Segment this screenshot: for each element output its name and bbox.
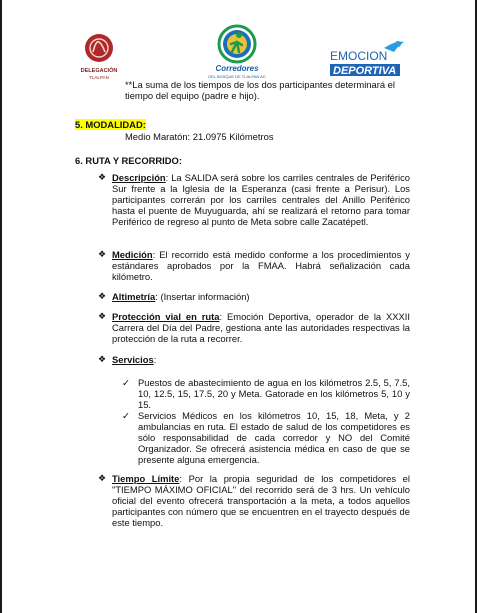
item-altimetria: ❖ Altimetría: (Insertar información) xyxy=(98,291,250,302)
svg-text:DELEGACIÓN: DELEGACIÓN xyxy=(80,68,118,74)
delegacion-tlalpan-logo xyxy=(74,30,124,86)
svg-text:DEL BOSQUE DE TLALPAN AC: DEL BOSQUE DE TLALPAN AC xyxy=(208,74,266,79)
item-descripcion: ❖ Descripción: La SALIDA será sobre los carriles centrales de Periférico Sur frente a la Iglesia de la Esperanza (casi frente a Perisur). Los participantes correrán por los carriles centrales del Anillo Periférico hasta el puente de Muyuguarda, ahí se realizará el retorno para tomar Periférico de regreso al punto de Meta sobre calle Zacatépetl. xyxy=(98,172,410,227)
item-medicion: ❖ Medición: El recorrido está medido conforme a los procedimientos y estándares aprobados por la FMAA. Habrá señalización cada kilómetro. xyxy=(98,249,410,282)
svg-text:TLALPAN: TLALPAN xyxy=(89,75,109,80)
bullet-icon: ❖ xyxy=(98,172,107,182)
section-5-title: 5. MODALIDAD: xyxy=(75,119,146,130)
bullet-icon: ❖ xyxy=(98,473,107,483)
emocion-deportiva-logo xyxy=(324,38,408,82)
bullet-icon: ❖ xyxy=(98,249,107,259)
svg-text:EMOCION: EMOCION xyxy=(330,49,388,63)
item-servicios: ❖ Servicios: xyxy=(98,354,157,365)
bullet-icon: ❖ xyxy=(98,311,107,321)
modality-text: Medio Maratón: 21.0975 Kilómetros xyxy=(125,131,274,142)
corredores-logo xyxy=(198,24,276,82)
item-proteccion-vial: ❖ Protección vial en ruta: Emoción Deportiva, operador de la XXXII Carrera del Día del Padre, gestiona ante las autoridades respectivas la protección de la ruta a recorrer. xyxy=(98,311,410,344)
bullet-icon: ❖ xyxy=(98,291,107,301)
service-water-stations: ✓ Puestos de abastecimiento de agua en los kilómetros 2.5, 5, 7.5, 10, 12.5, 15, 17.5, 20 y Meta. Gatorade en los kilómetros 5, 10 y 15. xyxy=(122,377,410,410)
check-icon: ✓ xyxy=(122,377,130,388)
section-6-title: 6. RUTA Y RECORRIDO: xyxy=(75,155,182,166)
svg-text:DEPORTIVA: DEPORTIVA xyxy=(333,65,397,77)
bullet-icon: ❖ xyxy=(98,354,107,364)
team-time-note: **La suma de los tiempos de los dos participantes determinará el tiempo del equipo (padre e hijo). xyxy=(125,79,395,101)
service-medical: ✓ Servicios Médicos en los kilómetros 10, 15, 18, Meta, y 2 ambulancias en ruta. El estado de salud de los competidores es sólo responsabilidad de cada corredor y NO del Comité Organizador. Se ofrecerá asistencia médica en caso de que se presente alguna emergencia. xyxy=(122,410,410,465)
item-tiempo-limite: ❖ Tiempo Límite: Por la propia seguridad de los competidores el "TIEMPO MÁXIMO OFICIAL" del recorrido será de 3 hrs. Un vehículo oficial del evento ofrecerá transportación a la meta, a todos aquellos participantes con número que se encuentren en el trayecto después de este tiempo. xyxy=(98,473,410,528)
check-icon: ✓ xyxy=(122,410,130,421)
svg-text:Corredores: Corredores xyxy=(215,64,259,73)
